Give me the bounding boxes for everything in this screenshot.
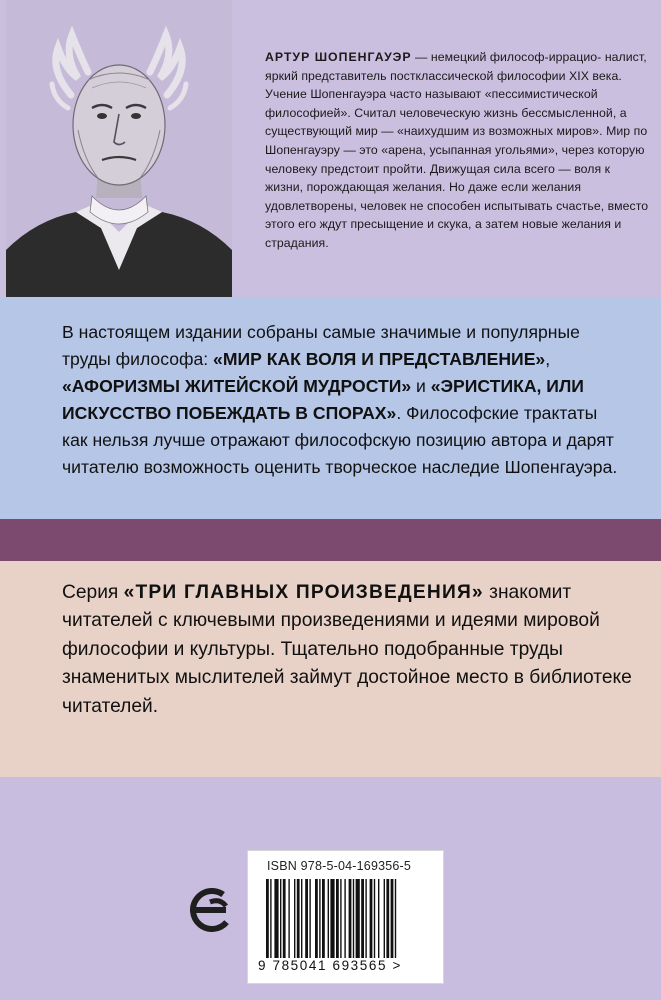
series-description	[62, 579, 642, 721]
barcode-bars	[266, 879, 426, 963]
edition-description	[62, 319, 622, 481]
series-name: «ТРИ ГЛАВНЫХ ПРОИЗВЕДЕНИЯ»	[123, 582, 484, 603]
edition-intro: В настоящем издании собраны самые значимые и популярные труды философа:	[62, 322, 580, 369]
isbn-text: ISBN 978-5-04-169356-5	[267, 859, 412, 873]
eksmo-logo-icon	[190, 888, 234, 932]
barcode-digits: 9 785041 693565 >	[258, 958, 402, 973]
barcode	[247, 850, 444, 984]
series-prefix: Серия	[62, 582, 124, 603]
edition-sep-2: и	[411, 376, 431, 396]
edition-outro: . Философские трактаты как нельзя лучше отражают философскую позицию автора и дарят читателю возможность оценить творческое наследие Шопенгауэра.	[62, 403, 618, 477]
author-section	[0, 0, 661, 297]
author-portrait	[6, 0, 232, 297]
author-name: АРТУР ШОПЕНГАУЭР	[265, 50, 412, 64]
work-title-2: «АФОРИЗМЫ ЖИТЕЙСКОЙ МУДРОСТИ»	[62, 376, 412, 396]
work-title-1: «МИР КАК ВОЛЯ И ПРЕДСТАВЛЕНИЕ»	[213, 349, 546, 369]
series-section	[0, 561, 661, 777]
author-bio-text: налист, яркий представитель постклассической философии XIX века. Учение Шопенгауэра часто называют «пессимистической философией». Считал человеческую жизнь бессмысленной, а существующий мир — «наихудшим из возможных миров». Мир по Шопенгауэру — это «арена, усыпанная угольями», через которую человеку предстоит пройти. Движущая сила всего — воля к жизни, порождающая желания. Но даже если желания удовлетворены, человек не способен испытывать счастье, вместо этого его ждут пресыщение и скука, а затем новые желания и страдания.	[265, 50, 649, 250]
author-bio-line1: — немецкий философ-иррацио-	[411, 50, 602, 64]
series-text: знакомит читателей с ключевыми произведениями и идеями мировой философии и культуры. Тщательно подобранные труды знаменитых мыслителей займут достойное место в библиотеке читателей.	[62, 582, 632, 717]
schopenhauer-portrait-image	[6, 0, 232, 297]
author-bio	[265, 48, 650, 253]
work-title-3: «ЭРИСТИКА, ИЛИ ИСКУССТВО ПОБЕЖДАТЬ В СПОРАХ»	[62, 376, 584, 423]
edition-section	[0, 297, 661, 519]
divider-stripe	[0, 519, 661, 561]
edition-sep-1: ,	[545, 349, 551, 369]
